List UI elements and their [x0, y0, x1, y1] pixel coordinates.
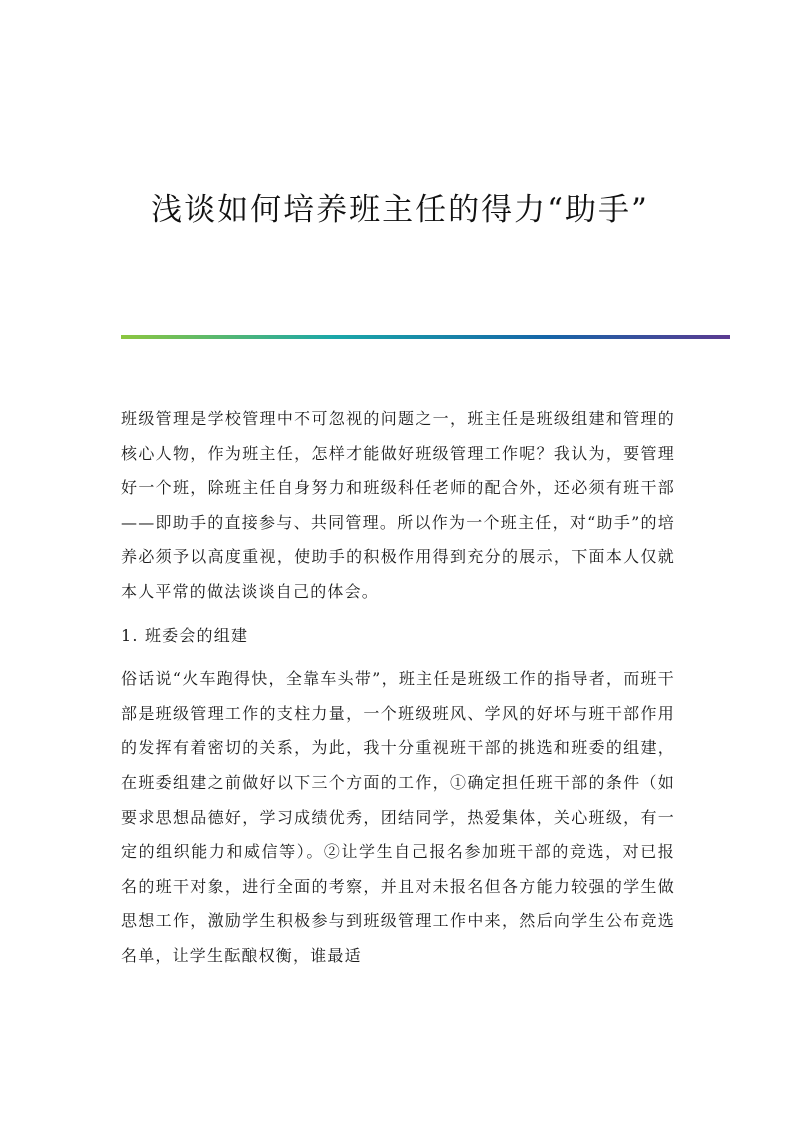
title-divider — [121, 335, 730, 339]
body-paragraph: 俗话说“火车跑得快，全靠车头带”，班主任是班级工作的指导者，而班干部是班级管理工作的支柱力量，一个班级班风、学风的好坏与班干部作用的发挥有着密切的关系，为此，我十分重视班干部的挑选和班委的组建，在班委组建之前做好以下三个方面的工作，①确定担任班干部的条件（如要求思想品德好，学习成绩优秀，团结同学，热爱集体，关心班级，有一定的组织能力和威信等）。②让学生自己报名参加班干部的竞选，对已报名的班干对象，进行全面的考察，并且对未报名但各方能力较强的学生做思想工作，激励学生积极参与到班级管理工作中来，然后向学生公布竞选名单，让学生酝酿权衡，谁最适 — [121, 669, 675, 965]
document-body — [121, 402, 675, 974]
intro-paragraph: 班级管理是学校管理中不可忽视的问题之一，班主任是班级组建和管理的核心人物，作为班主任，怎样才能做好班级管理工作呢？我认为，要管理好一个班，除班主任自身努力和班级科任老师的配合外，还必须有班干部——即助手的直接参与、共同管理。所以作为一个班主任，对“助手”的培养必须予以高度重视，使助手的积极作用得到充分的展示，下面本人仅就本人平常的做法谈谈自己的体会。 — [121, 409, 675, 601]
document-title: 浅谈如何培养班主任的得力“助手” — [151, 192, 649, 228]
section-heading: 1. 班委会的组建 — [121, 625, 249, 645]
